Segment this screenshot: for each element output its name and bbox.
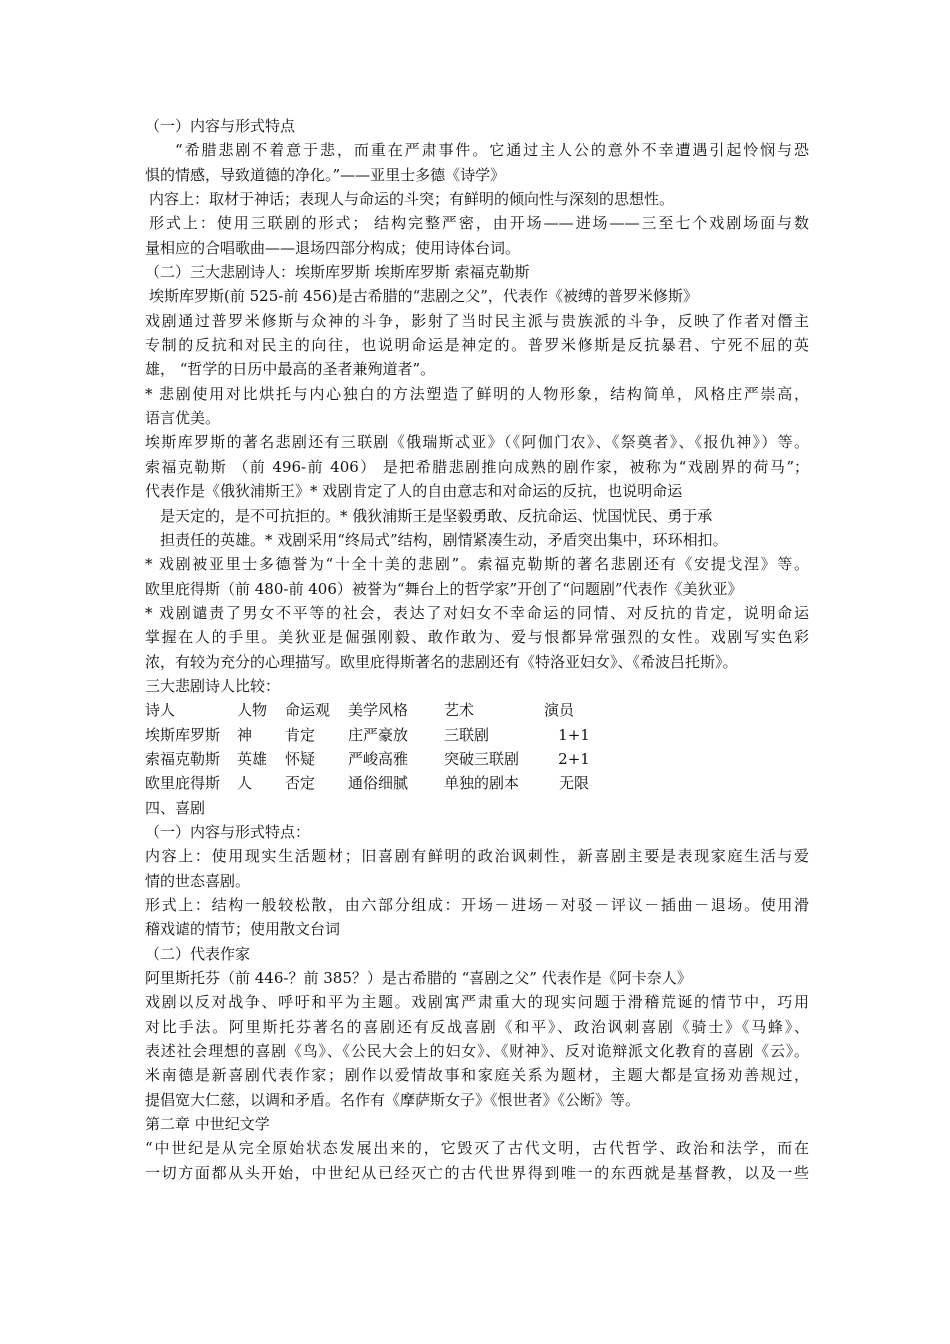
paragraph-line: 埃斯库罗斯(前 525-前 456)是古希腊的“悲剧之父”，代表作《被缚的普罗米修斯》	[149, 287, 698, 306]
paragraph-line: 索福克勒斯 （前 496-前 406） 是把希腊悲剧推向成熟的剧作家，被称为“戏剧界的荷马”；	[145, 457, 809, 476]
table-header-row	[145, 698, 604, 722]
table-cell: 索福克勒斯	[145, 749, 221, 768]
table-cell: 肯定	[285, 725, 316, 744]
paragraph-line: 浓，有较为充分的心理描写。欧里庇得斯著名的悲剧还有《特洛亚妇女》、《希波吕托斯》。	[145, 652, 738, 671]
chapter-heading: 四、喜剧	[145, 798, 206, 817]
quote-line: 一切方面都从头开始，中世纪从已经灭亡的古代世界得到唯一的东西就是基督教，以及一些	[145, 1163, 809, 1182]
paragraph-line: 掌握在人的手里。美狄亚是倔强刚毅、敢作敢为、爱与恨都异常强烈的女性。戏剧写实色彩	[145, 628, 809, 647]
paragraph-line: 对比手法。阿里斯托芬著名的喜剧还有反战喜剧《和平》、政治讽刺喜剧《骑士》《马蜂》、	[145, 1017, 809, 1036]
table-cell: 否定	[285, 774, 316, 793]
quote-line: “希腊悲剧不着意于悲，而重在严肃事件。它通过主人公的意外不幸遭遇引起怜悯与恐	[175, 141, 809, 160]
paragraph-line: 戏剧以反对战争、呼吁和平为主题。戏剧寓严肃重大的现实问题于滑稽荒诞的情节中，巧用	[145, 993, 809, 1012]
quote-line: “中世纪是从完全原始状态发展出来的，它毁灭了古代文明，古代哲学、政治和法学，而在	[145, 1139, 809, 1158]
table-cell: 人	[237, 774, 253, 793]
paragraph-line: 代表作是《俄狄浦斯王》* 戏剧肯定了人的自由意志和对命运的反抗，也说明命运	[145, 482, 683, 501]
table-row	[145, 771, 604, 795]
paragraph-line: 阿里斯托芬（前 446-？前 385？）是古希腊的 “喜剧之父” 代表作是《阿卡奈人》	[145, 969, 692, 988]
paragraph-line: * 戏剧谴责了男女不平等的社会，表达了对妇女不幸命运的同情、对反抗的肯定，说明命运	[145, 603, 809, 622]
table-cell: 单独的剧本	[444, 774, 520, 793]
paragraph-line: 埃斯库罗斯的著名悲剧还有三联剧《俄瑞斯忒亚》（《阿伽门农》、《祭奠者》、《报仇神》）等。	[145, 433, 809, 452]
table-cell: 无限	[558, 774, 589, 793]
quote-line: 惧的情感，导致道德的净化。”——亚里士多德《诗学》	[145, 165, 506, 184]
table-header-cell: 艺术	[444, 701, 475, 720]
section-heading: （二）三大悲剧诗人：埃斯库罗斯 埃斯库罗斯 索福克勒斯	[145, 263, 530, 282]
paragraph-line: 语言优美。	[145, 409, 221, 428]
table-cell: 突破三联剧	[444, 749, 520, 768]
paragraph-line: 雄， “哲学的日历中最高的圣者兼殉道者”。	[145, 360, 436, 379]
paragraph-line: 情的世态喜剧。	[145, 871, 251, 890]
table-cell: 神	[237, 725, 253, 744]
paragraph-line: 欧里庇得斯（前 480-前 406）被誉为“舞台上的哲学家”开创了“问题剧”代表作《美狄亚》	[145, 579, 743, 598]
paragraph-line: * 戏剧被亚里士多德誉为“十全十美的悲剧”。索福克勒斯的著名悲剧还有《安提戈涅》等。	[145, 555, 809, 574]
paragraph-line: 形式上：结构一般较松散，由六部分组成：开场－进场－对驳－评议－插曲－退场。使用滑	[145, 896, 809, 914]
paragraph-line: 量相应的合唱歌曲——退场四部分构成；使用诗体台词。	[145, 238, 521, 257]
table-row	[145, 747, 604, 771]
table-cell: 通俗细腻	[348, 774, 409, 793]
table-cell: 1+1	[558, 725, 590, 744]
paragraph-line: 内容上：取材于神话；表现人与命运的斗突；有鲜明的倾向性与深刻的思想性。	[149, 190, 675, 209]
paragraph-line: 担责任的英雄。* 戏剧采用“终局式”结构，剧情紧凑生动，矛盾突出集中，环环相扣。	[160, 530, 728, 549]
table-cell: 埃斯库罗斯	[145, 725, 221, 744]
table-header-cell: 美学风格	[348, 701, 409, 720]
paragraph-line: 专制的反抗和对民主的向往，也说明命运是神定的。普罗米修斯是反抗暴君、宁死不屈的英	[145, 336, 809, 355]
table-cell: 庄严豪放	[348, 725, 409, 744]
table-header-cell: 演员	[544, 701, 575, 720]
paragraph-line: 表述社会理想的喜剧《鸟》、《公民大会上的妇女》、《财神》、反对诡辩派文化教育的喜剧《云》。	[145, 1042, 809, 1061]
table-cell: 2+1	[558, 749, 590, 768]
paragraph-line: 稽戏谑的情节；使用散文台词	[145, 920, 341, 939]
chapter-heading: 第二章 中世纪文学	[145, 1115, 270, 1134]
section-heading: （一）内容与形式特点：	[145, 822, 311, 841]
table-cell: 英雄	[237, 749, 268, 768]
paragraph-line: 戏剧通过普罗米修斯与众神的斗争，影射了当时民主派与贵族派的斗争，反映了作者对僭主	[145, 311, 809, 330]
table-cell: 欧里庇得斯	[145, 774, 221, 793]
table-cell: 严峻高雅	[348, 749, 409, 768]
table-header-cell: 人物	[237, 701, 268, 720]
paragraph-line: 内容上：使用现实生活题材；旧喜剧有鲜明的政治讽刺性，新喜剧主要是表现家庭生活与爱	[145, 847, 809, 866]
paragraph-line: 形式上：使用三联剧的形式； 结构完整严密，由开场——进场——三至七个戏剧场面与数	[149, 214, 809, 233]
paragraph-line: 米南德是新喜剧代表作家；剧作以爱情故事和家庭关系为题材，主题大都是宣扬劝善规过，	[145, 1066, 809, 1085]
section-heading: （二）代表作家	[145, 944, 251, 963]
document-page	[145, 114, 809, 1185]
table-header-cell: 命运观	[285, 701, 331, 720]
paragraph-line: 是天定的，是不可抗拒的。* 俄狄浦斯王是坚毅勇敢、反抗命运、忧国忧民、勇于承	[160, 506, 713, 525]
table-cell: 怀疑	[285, 749, 316, 768]
table-cell: 三联剧	[444, 725, 490, 744]
paragraph-line: 提倡宽大仁慈，以调和矛盾。名作有《摩萨斯女子》《恨世者》《公断》等。	[145, 1090, 641, 1109]
comparison-table	[145, 698, 604, 795]
table-caption: 三大悲剧诗人比较：	[145, 676, 281, 695]
table-header-cell: 诗人	[145, 701, 176, 720]
paragraph-line: * 悲剧使用对比烘托与内心独白的方法塑造了鲜明的人物形象，结构简单，风格庄严崇高，	[145, 384, 809, 403]
section-heading: （一）内容与形式特点	[145, 117, 296, 135]
table-row	[145, 723, 604, 747]
